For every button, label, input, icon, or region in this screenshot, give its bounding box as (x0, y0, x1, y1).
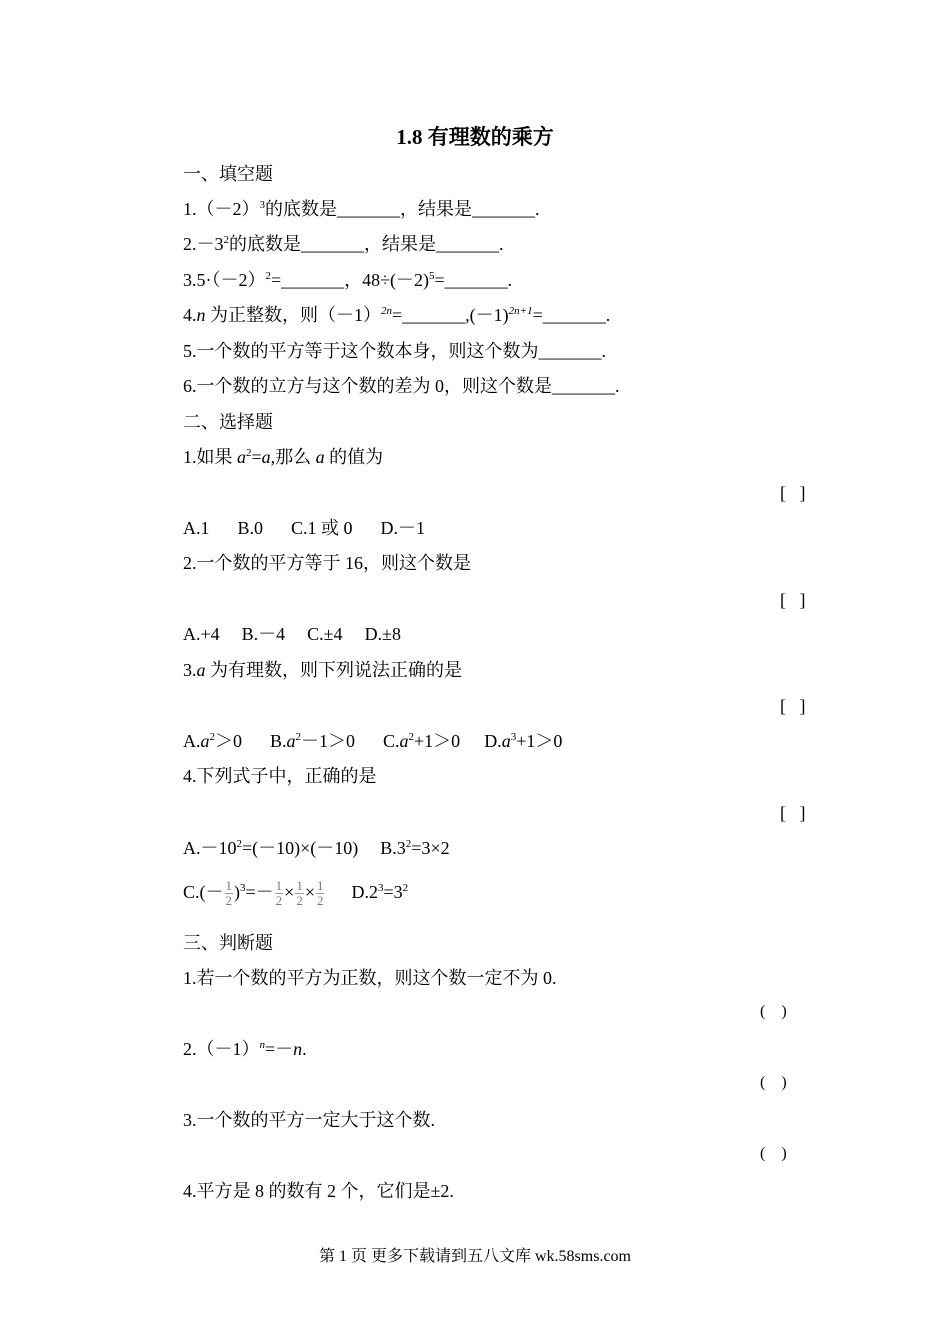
choice-question-2: 2.一个数的平方等于 16，则这个数是 (183, 553, 471, 573)
fraction: $\frac{1}{2}$ (225, 878, 232, 909)
judge-question-4: 4.平方是 8 的数有 2 个，它们是±2. (183, 1181, 454, 1201)
fraction: $\frac{1}{2}$ (316, 878, 324, 909)
judge-question-2: $2.(-1)^n=-n$. (183, 1039, 307, 1059)
answer-bracket: [ ] (780, 803, 806, 823)
choice-options-3: $A.a^2>0$ $B.a^2-1>0$ $C.a^2+1>0$ $D.a^3+1>0$ (183, 731, 563, 751)
choice-options-4-cd: C.(－ $\frac{1}{2}$ )$^3$=－ $\frac{1}{2}$ × $\frac{1}{2}$ × $\frac{1}{2}$ $D.2^3=3^2$ (183, 878, 409, 909)
judge-question-1: 1.若一个数的平方为正数，则这个数一定不为 0. (183, 968, 557, 988)
choice-options-2: A.+4 B.－4 C.±4 D.±8 (183, 624, 401, 644)
choice-question-4: 4.下列式子中，正确的是 (183, 766, 377, 786)
answer-paren: ( ) (760, 1003, 787, 1020)
page-title: 1.8 有理数的乘方 (396, 125, 554, 149)
answer-paren: ( ) (760, 1145, 787, 1162)
section-heading-choice: 二、选择题 (183, 412, 273, 432)
fill-question-4: 4.n 为正整数，则$(-1)^{2n}=\_\_\_\_\_\_\_,(-1)^{2n+1}=\_\_\_\_\_\_\_$. (183, 305, 611, 325)
choice-options-1: A.1 B.0 C.1 或 0 D.－1 (183, 518, 426, 538)
answer-paren: ( ) (760, 1074, 787, 1091)
fill-question-6: 6.一个数的立方与这个数的差为 0，则这个数是_______. (183, 376, 620, 396)
answer-bracket: [ ] (780, 590, 806, 610)
answer-bracket: [ ] (780, 696, 806, 716)
fill-question-5: 5.一个数的平方等于这个数本身，则这个数为_______. (183, 341, 606, 361)
fraction: $\frac{1}{2}$ (296, 878, 303, 909)
choice-question-3: 3.a 为有理数，则下列说法正确的是 (183, 660, 462, 680)
judge-question-3: 3.一个数的平方一定大于这个数. (183, 1110, 435, 1130)
choice-question-1: 1.如果 $a^2=a$,那么 a 的值为 (183, 447, 384, 467)
choice-options-4-ab: $A.-10^2=(-10)\times(-10)$ $B.3^2=3\times 2$ (183, 838, 450, 858)
fill-question-1: $1.(-2)^3$的底数是_______，结果是_______. (183, 199, 540, 219)
answer-bracket: [ ] (780, 483, 806, 503)
fill-question-2: $2.-3^2$的底数是_______，结果是_______. (183, 234, 504, 254)
section-heading-judge: 三、判断题 (183, 933, 273, 953)
page-footer: 第 1 页 更多下载请到五八文库 wk.58sms.com (318, 1248, 631, 1265)
section-heading-fill: 一、填空题 (183, 164, 273, 184)
fill-question-3: $3.5\cdot(-2)^2=\_\_\_\_\_\_\_$，$48\div(-2)^5=\_\_\_\_\_\_\_$. (183, 270, 513, 290)
fraction: $\frac{1}{2}$ (275, 878, 283, 909)
